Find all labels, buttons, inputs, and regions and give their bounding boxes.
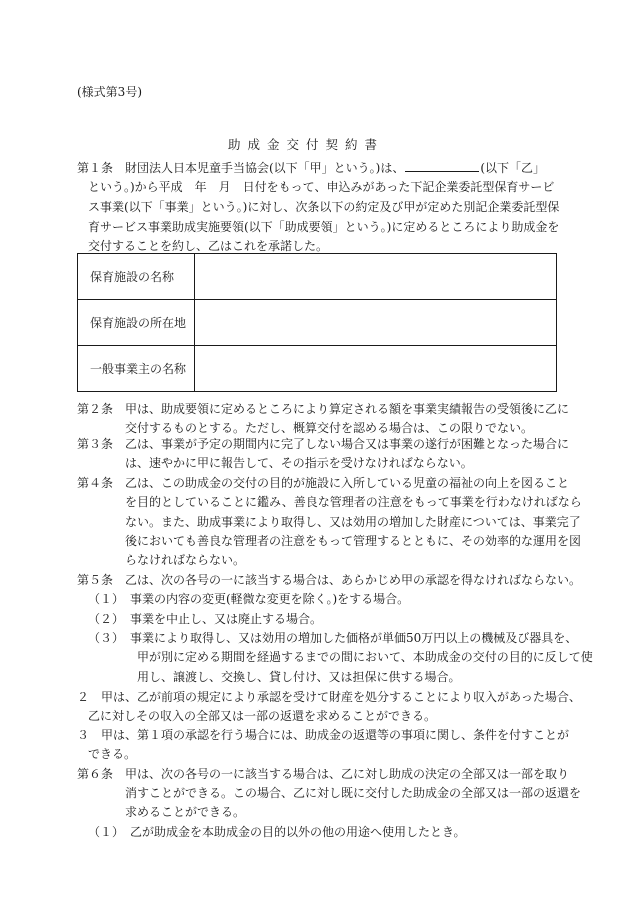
article-2-line-2: 交付するものとする。ただし、概算交付を認める場合は、この限りでない。: [125, 421, 534, 435]
article-6-line-2: 消すことができる。この場合、乙に対し既に交付した助成金の全部又は一部の返還を: [125, 786, 582, 800]
article-1-line-1: [77, 160, 545, 175]
article-3-line-2: は、速やかに甲に報告して、その指示を受けなければならない。: [125, 456, 473, 470]
article-1-line-3: ス事業(以下「事業」という。)に対し、次条以下の約定及び甲が定めた別記企業委託型保: [88, 200, 560, 214]
article-4-line-1: 第４条 乙は、この助成金の交付の目的が施設に入所している児童の福祉の向上を図ること: [77, 476, 570, 490]
article-6-item-1: （１） 乙が助成金を本助成金の目的以外の他の用途へ使用したとき。: [88, 825, 466, 839]
employer-name-value: [195, 346, 557, 392]
facility-address-label: 保育施設の所在地: [78, 300, 195, 346]
facility-name-label: 保育施設の名称: [78, 254, 195, 300]
article-5-item-3-line-2: 甲が別に定める期間を経過するまでの間において、本助成金の交付の目的に反して使: [137, 650, 593, 664]
article-5-item-1: （１） 事業の内容の変更(軽微な変更を除く。)をする場合。: [88, 592, 410, 606]
table-row: [78, 254, 557, 300]
article-5-paragraph-3-line-1: ３ 甲は、第１項の承認を行う場合には、助成金の返還等の事項に関し、条件を付すことが: [77, 728, 570, 742]
article-5-line-1: 第５条 乙は、次の各号の一に該当する場合は、あらかじめ甲の承認を得なければならない。: [77, 573, 582, 587]
employer-name-label: 一般事業主の名称: [78, 346, 195, 392]
table-row: [78, 300, 557, 346]
facility-address-value: [195, 300, 557, 346]
article-6-line-1: 第６条 甲は、次の各号の一に該当する場合は、乙に対し助成の決定の全部又は一部を取り: [77, 767, 570, 781]
article-5-item-3-line-1: （３） 事業により取得し、又は効用の増加した価格が単価50万円以上の機械及び器具を、: [88, 631, 578, 645]
article-5-item-2: （２） 事業を中止し、又は廃止する場合。: [88, 612, 323, 626]
article-1-line-2: という。)から平成 年 月 日付をもって、申込みがあった下記企業委託型保育サービ: [88, 180, 555, 194]
document-title: 助成金交付契約書: [228, 137, 385, 152]
article-3-line-1: 第３条 乙は、事業が予定の期間内に完了しない場合又は事業の遂行が困難となった場合に: [77, 437, 570, 451]
table-row: [78, 346, 557, 392]
article-5-paragraph-2-line-2: 乙に対しその収入の全部又は一部の返還を求めることができる。: [88, 709, 437, 723]
article-4-line-3: ない。また、助成事業により取得し、又は効用の増加した財産については、事業完了: [125, 515, 581, 529]
form-number: (様式第3号): [77, 85, 142, 99]
article-1-line-1-suffix: (以下「乙」: [480, 161, 546, 175]
article-1-line-4: 育サービス事業助成実施要領(以下「助成要領」という。)に定めるところにより助成金を: [88, 220, 560, 234]
article-4-line-2: を目的としていることに鑑み、善良な管理者の注意をもって事業を行わなければなら: [125, 495, 582, 509]
article-1-line-1-text: 第１条 財団法人日本児童手当協会(以下「甲」という。)は、: [77, 161, 405, 175]
article-2-line-1: 第２条 甲は、助成要領に定めるところにより算定される額を事業実績報告の受領後に乙に: [77, 402, 570, 416]
facility-info-table: [77, 253, 557, 392]
article-1-line-5: 交付することを約し、乙はこれを承諾した。: [88, 239, 329, 253]
facility-name-value: [195, 254, 557, 300]
article-5-paragraph-3-line-2: できる。: [88, 747, 137, 761]
article-5-item-3-line-3: 用し、譲渡し、交換し、貸し付け、又は担保に供する場合。: [137, 670, 461, 684]
article-5-paragraph-2-line-1: ２ 甲は、乙が前項の規定により承認を受けて財産を処分することにより収入があった場合、: [77, 690, 581, 704]
article-4-line-4: 後においても善良な管理者の注意をもって管理するとともに、その効率的な運用を図: [125, 534, 582, 548]
article-4-line-5: らなければならない。: [125, 553, 246, 567]
article-6-line-3: 求めることができる。: [125, 805, 246, 819]
recipient-name-blank: [405, 160, 479, 172]
